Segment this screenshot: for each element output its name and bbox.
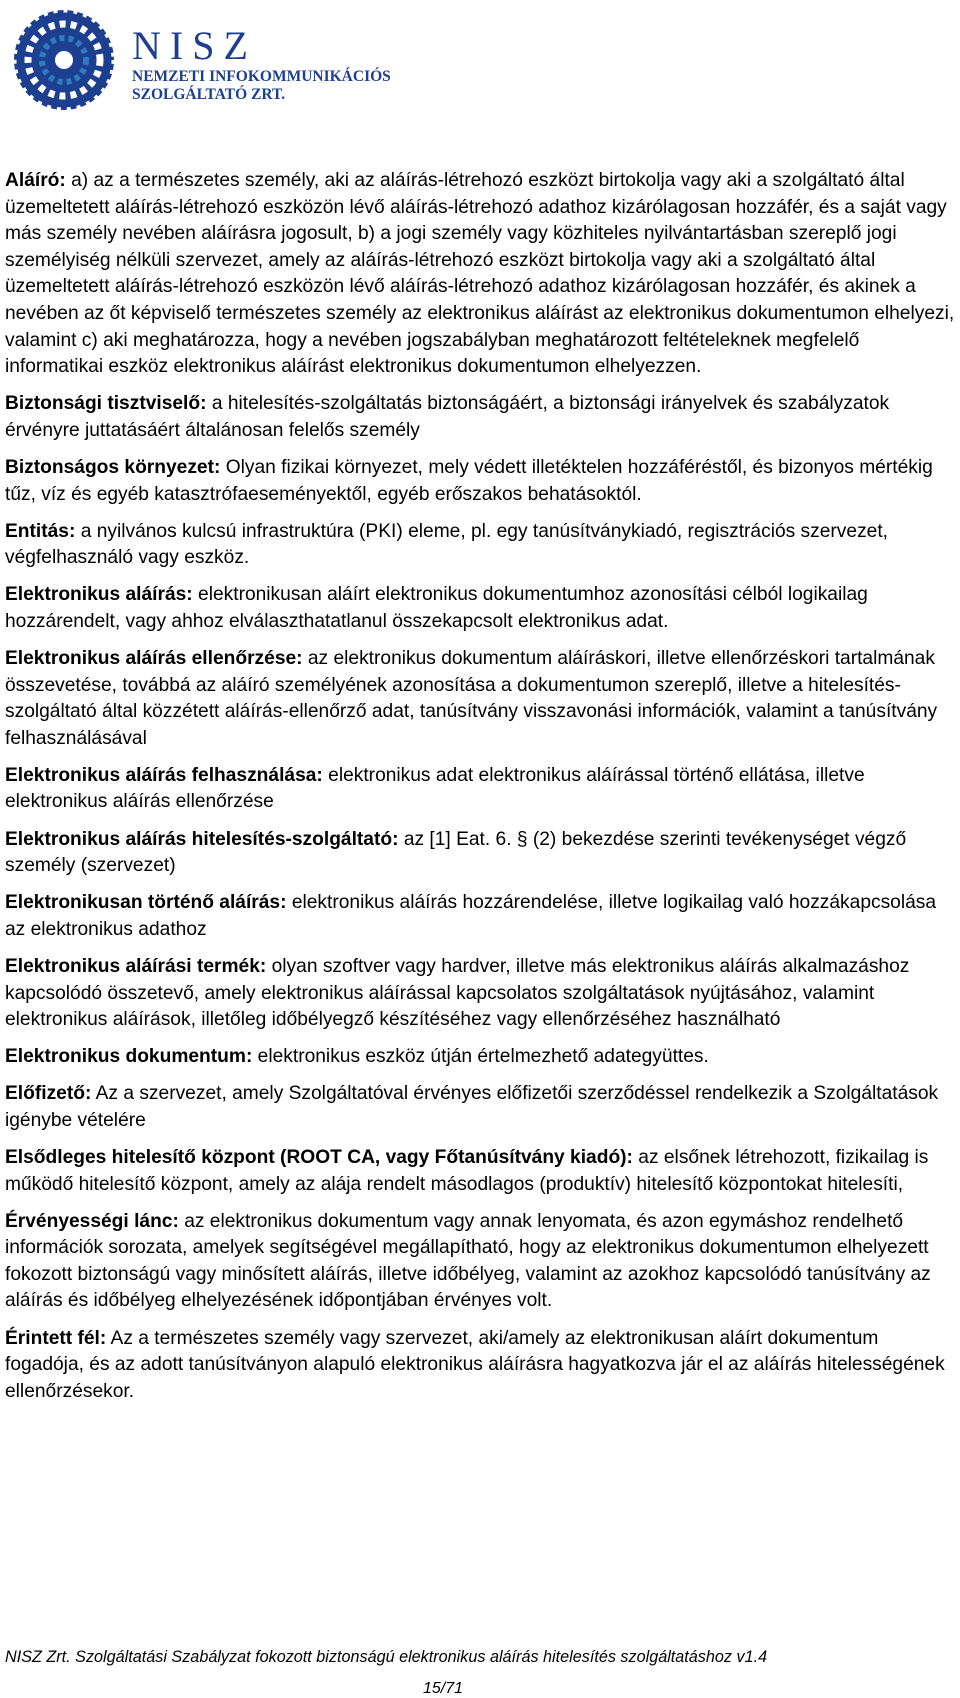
page-number: 15/71 (422, 1680, 464, 1697)
definition-term: Érintett fél: (5, 1327, 107, 1349)
definition-entry (5, 391, 960, 444)
definition-entry (5, 582, 960, 635)
definition-term: Elektronikus aláírás hitelesítés-szolgáltató: (5, 828, 399, 850)
definition-entry (5, 646, 960, 752)
definition-text: az [1] Eat. 6. § (2) bekezdése szerinti tevékenységet végző személy (szervezet) (5, 828, 907, 877)
definition-term: Aláíró: (5, 170, 66, 191)
definitions-list (5, 168, 960, 1416)
definition-text: elektronikusan aláírt elektronikus dokumentumhoz azonosítási célból logikailag hozzárendelt, vagy ahhoz elválaszthatatlanul összekapcsolt elektronikus adat. (5, 584, 868, 632)
definition-term: Elektronikusan történő aláírás: (5, 892, 287, 914)
document-header (12, 8, 412, 112)
definition-text: a hitelesítés-szolgáltatás biztonságáért, a biztonsági irányelvek és szabályzatok érvényre juttatásáért általánosan felelős személy (5, 393, 890, 441)
definition-entry (5, 1044, 960, 1071)
page-footer: NISZ Zrt. Szolgáltatási Szabályzat fokozott biztonságú elektronikus aláírás hitelesítés szolgáltatáshoz v1.4 (5, 1648, 768, 1666)
definition-text: az elektronikus dokumentum aláíráskori, illetve ellenőrzéskori tartalmának összevetése, továbbá az aláíró személyének azonosítása a dokumentumon szereplő, illetve a hitelesítés-szolgáltató által közzétett aláírás-ellenőrző adat, tanúsítvány visszavonási információk, valamint a tanúsítvány felhasználásával (5, 648, 938, 749)
logo-subtitle-line-1: NEMZETI INFOKOMMUNIKÁCIÓS (132, 68, 391, 85)
definition-entry (5, 890, 960, 943)
definition-entry (5, 954, 960, 1034)
definition-term: Elektronikus dokumentum: (5, 1046, 253, 1068)
definition-term: Elsődleges hitelesítő központ (ROOT CA, vagy Főtanúsítvány kiadó): (5, 1147, 633, 1168)
definition-text: a) az a természetes személy, aki az aláírás-létrehozó eszközt birtokolja vagy aki a szolgáltató által üzemeltetett aláírás-létrehozó eszközön lévő aláírás-létrehozó adathoz kizárólagosan hozzáfér, és a saját vagy más személy nevében aláírásra jogosult, b) a jogi személy vagy közhiteles nyilvántartásban szereplő jogi személyiség nélküli szervezet, amely az aláírás-létrehozó eszközt birtokolja vagy aki a szolgáltató által üzemeltetett aláírás-létrehozó eszközön lévő aláírás-létrehozó adathoz kizárólagosan hozzáfér, és akinek a nevében az őt képviselő természetes személy az elektronikus aláírást az elektronikus dokumentumon elhelyezi, valamint c) aki meghatározza, hogy a nevében jogszabályban meghatározott feltételeknek megfelelő informatikai eszköz elektronikus aláírást elektronikus dokumentumon elhelyezzen. (5, 170, 955, 378)
definition-text: elektronikus eszköz útján értelmezhető adategyüttes. (252, 1046, 709, 1068)
definition-term: Elektronikus aláírás: (5, 584, 193, 606)
definition-term: Elektronikus aláírás ellenőrzése: (5, 648, 303, 669)
definition-text: elektronikus adat elektronikus aláírással történő ellátása, illetve elektronikus aláírás ellenőrzése (5, 764, 865, 813)
definition-text: Olyan fizikai környezet, mely védett illetéktelen hozzáféréstől, és bizonyos mértékig tűz, víz és egyéb katasztrófaeseményektől, egyéb erőszakos behatásoktól. (5, 456, 933, 505)
definition-text: az elsőnek létrehozott, fizikailag is működő hitelesítő központ, amely az alája rendelt másodlagos (produktív) hitelesítő központokat hitelesíti, (5, 1147, 929, 1195)
definition-term: Biztonsági tisztviselő: (5, 393, 207, 415)
definition-entry (5, 763, 960, 816)
definition-term: Elektronikus aláírási termék: (5, 955, 267, 977)
definition-entry (5, 168, 960, 381)
definition-term: Entitás: (5, 520, 76, 542)
definition-text: az elektronikus dokumentum vagy annak lenyomata, és azon egymáshoz rendelhető információk sorozata, amelyek segítségével megállapítható, hogy az elektronikus dokumentumon elhelyezett fokozott biztonságú vagy minősített aláírás, illetve időbélyeg, valamint az azokhoz kapcsolódó tanúsítvány az aláírás és időbélyeg elhelyezésének időpontjában érvényes volt. (5, 1210, 931, 1312)
logo-subtitle (132, 68, 391, 104)
definition-entry (5, 519, 960, 572)
definition-text: a nyilvános kulcsú infrastruktúra (PKI) eleme, pl. egy tanúsítványkiadó, regisztrációs szervezet, végfelhasználó vagy eszköz. (5, 520, 888, 569)
definition-text: Az a természetes személy vagy szervezet, aki/amely az elektronikusan aláírt dokumentum fogadója, és az adott tanúsítványon alapuló elektronikus aláírásra hagyatkozva jár el az aláírás hitelességének ellenőrzésekor. (5, 1327, 945, 1402)
definition-term: Érvényességi lánc: (5, 1210, 179, 1232)
definition-entry (5, 827, 960, 880)
nisz-logo-icon (12, 8, 122, 112)
logo-name: NISZ (132, 23, 257, 68)
definition-entry (5, 1145, 960, 1198)
definition-term: Elektronikus aláírás felhasználása: (5, 764, 323, 786)
definition-entry (5, 1326, 960, 1406)
definition-entry (5, 1081, 960, 1134)
definition-term: Biztonságos környezet: (5, 456, 221, 478)
definition-text: olyan szoftver vagy hardver, illetve más elektronikus aláírás alkalmazáshoz kapcsolódó összetevő, amely elektronikus aláírással kapcsolatos szolgáltatások nyújtásához, valamint elektronikus aláírások, illetőleg időbélyegző készítéséhez vagy ellenőrzéséhez használható (5, 955, 910, 1031)
definition-text: Az a szervezet, amely Szolgáltatóval érvényes előfizetői szerződéssel rendelkezik a Szolgáltatások igénybe vételére (5, 1083, 939, 1131)
logo-subtitle-line-2: SZOLGÁLTATÓ ZRT. (132, 86, 286, 103)
definition-term: Előfizető: (5, 1083, 92, 1105)
definition-entry (5, 1209, 960, 1315)
definition-text: elektronikus aláírás hozzárendelése, illetve logikailag való hozzákapcsolása az elektronikus adathoz (5, 892, 937, 940)
definition-entry (5, 455, 960, 508)
